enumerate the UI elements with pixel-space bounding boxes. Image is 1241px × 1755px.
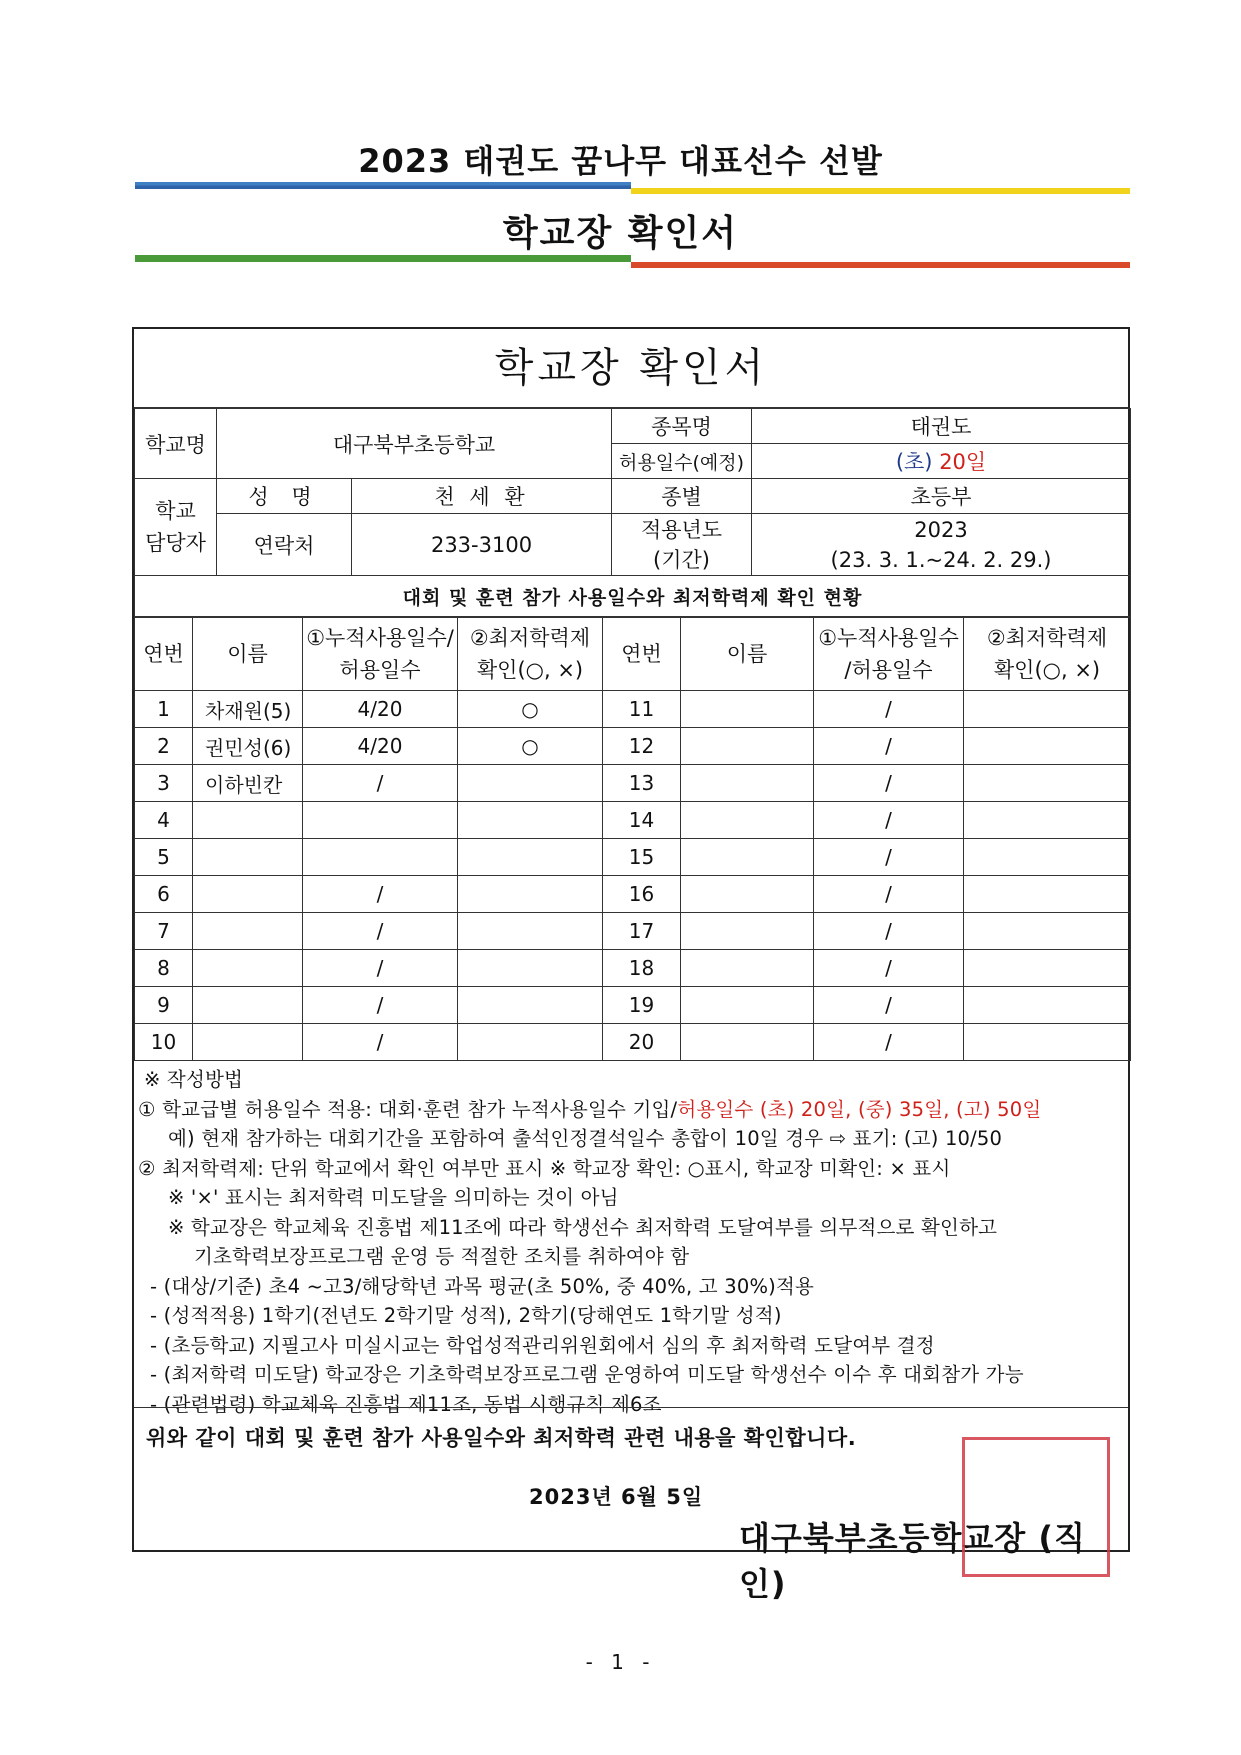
- row-days-right: /: [814, 876, 964, 913]
- row-days: [303, 839, 458, 876]
- col-check-right-1: ②최저학력제: [986, 626, 1108, 650]
- row-check-right: [964, 765, 1131, 802]
- row-days-right: /: [814, 913, 964, 950]
- year-label-1: 적용년도: [640, 517, 723, 542]
- row-days: /: [303, 876, 458, 913]
- col-days-1: ①누적사용일수/: [306, 626, 454, 650]
- row-name-right: [681, 765, 814, 802]
- note-2: ② 최저학력제: 단위 학교에서 확인 여부만 표시 ※ 학교장 확인: ○표시, 학교장 미확인: × 표시: [138, 1156, 951, 1180]
- row-no-right: 18: [603, 950, 681, 987]
- header-title: 2023 태권도 꿈나무 대표선수 선발: [358, 142, 883, 180]
- row-name: [193, 876, 303, 913]
- row-check-right: [964, 876, 1131, 913]
- name-label: 성 명: [217, 479, 352, 514]
- category-value: 초등부: [752, 479, 1131, 514]
- row-days: [303, 802, 458, 839]
- row-name-right: [681, 876, 814, 913]
- manager-label: [135, 479, 217, 576]
- col-days: [303, 618, 458, 691]
- row-check-right: [964, 950, 1131, 987]
- row-check: [458, 839, 603, 876]
- table-row: [135, 913, 1131, 950]
- table-row: [135, 987, 1131, 1024]
- row-days-right: /: [814, 765, 964, 802]
- official-seal: [962, 1437, 1110, 1577]
- row-days: /: [303, 950, 458, 987]
- col-no-right: 연번: [603, 618, 681, 691]
- manager-label-1: 학교: [155, 499, 196, 523]
- col-days-right-2: /허용일수: [844, 658, 933, 682]
- detail-1: - (대상/기준) 초4 ~고3/해당학년 과목 평균(초 50%, 중 40%, 고 30%)적용: [150, 1274, 815, 1298]
- row-name: [193, 839, 303, 876]
- col-check-right-2: 확인(○, ×): [993, 658, 1101, 682]
- row-no: 5: [135, 839, 193, 876]
- row-name: [193, 1024, 303, 1061]
- row-name-right: [681, 950, 814, 987]
- row-name: [193, 913, 303, 950]
- manager-label-2: 담당자: [145, 531, 206, 555]
- row-days: /: [303, 1024, 458, 1061]
- row-check-right: [964, 987, 1131, 1024]
- col-name-right: 이름: [681, 618, 814, 691]
- row-days-right: /: [814, 728, 964, 765]
- color-bar-green: [135, 255, 631, 262]
- contact-value: 233-3100: [352, 514, 612, 576]
- col-no: 연번: [135, 618, 193, 691]
- note-4: ※ 학교장은 학교체육 진흥법 제11조에 따라 학생선수 최저학력 도달여부를 의무적으로 확인하고: [168, 1215, 998, 1239]
- row-check: [458, 1024, 603, 1061]
- participant-table: [134, 617, 1131, 1061]
- row-days: /: [303, 987, 458, 1024]
- school-value: 대구북부초등학교: [217, 409, 612, 479]
- col-days-2: 허용일수: [339, 658, 421, 682]
- table-row: [135, 728, 1131, 765]
- detail-3: - (초등학교) 지필고사 미실시교는 학업성적관리위원회에서 심의 후 최저학력 도달여부 결정: [150, 1333, 935, 1357]
- table-row: [135, 802, 1131, 839]
- table-row: [135, 765, 1131, 802]
- row-days: /: [303, 765, 458, 802]
- year-label-2: (기간): [653, 547, 710, 572]
- signer-name: 대구북부초등학교장 (직인): [739, 1519, 1086, 1603]
- notes-section: [134, 1061, 1128, 1419]
- color-bar-yellow: [631, 188, 1130, 194]
- row-days-right: /: [814, 1024, 964, 1061]
- contact-label: 연락처: [217, 514, 352, 576]
- header-subtitle: 학교장 확인서: [502, 213, 739, 254]
- row-days-right: /: [814, 839, 964, 876]
- row-name-right: [681, 987, 814, 1024]
- row-check-right: [964, 728, 1131, 765]
- col-check-right: [964, 618, 1131, 691]
- row-no-right: 15: [603, 839, 681, 876]
- row-no: 9: [135, 987, 193, 1024]
- row-no: 4: [135, 802, 193, 839]
- row-name: [193, 987, 303, 1024]
- row-check-right: [964, 802, 1131, 839]
- note-1-example: 예) 현재 참가하는 대회기간을 포함하여 출석인정결석일수 총합이 10일 경우 ⇨ 표기: (고) 10/50: [168, 1127, 1003, 1150]
- form-title: 학교장 확인서: [134, 329, 1128, 408]
- note-4b: 기초학력보장프로그램 운영 등 적절한 조치를 취하여야 함: [194, 1245, 690, 1268]
- row-no-right: 13: [603, 765, 681, 802]
- row-days: 4/20: [303, 728, 458, 765]
- row-name-right: [681, 1024, 814, 1061]
- row-check: [458, 987, 603, 1024]
- note-1-text: ① 학교급별 허용일수 적용: 대회·훈련 참가 누적사용일수 기입/: [138, 1097, 678, 1121]
- allowed-label: 허용일수(예정): [612, 444, 752, 479]
- allowed-value-cell: [752, 444, 1131, 479]
- year-value: 2023: [914, 517, 968, 542]
- row-no: 1: [135, 691, 193, 728]
- row-check: [458, 802, 603, 839]
- row-no-right: 20: [603, 1024, 681, 1061]
- row-name-right: [681, 728, 814, 765]
- period-value: (23. 3. 1.~24. 2. 29.): [830, 547, 1052, 572]
- row-check-right: [964, 913, 1131, 950]
- confirm-date: 2023년 6월 5일: [529, 1485, 704, 1509]
- name-value: 천 세 환: [352, 479, 612, 514]
- row-days-right: /: [814, 950, 964, 987]
- detail-5: - (관련법령) 학교체육 진흥법 제11조, 동법 시행규칙 제6조: [150, 1392, 662, 1416]
- category-label: 종별: [612, 479, 752, 514]
- detail-4: - (최저학력 미도달) 학교장은 기초학력보장프로그램 운영하여 미도달 학생선수 이수 후 대회참가 가능: [150, 1363, 1024, 1386]
- table-row: [135, 1024, 1131, 1061]
- row-name: 차재원(5): [193, 691, 303, 728]
- row-days: /: [303, 913, 458, 950]
- row-check: ○: [458, 728, 603, 765]
- row-no-right: 11: [603, 691, 681, 728]
- row-days-right: /: [814, 802, 964, 839]
- row-no: 7: [135, 913, 193, 950]
- row-name: [193, 802, 303, 839]
- row-name-right: [681, 913, 814, 950]
- note-1: [138, 1095, 1120, 1125]
- row-name-right: [681, 802, 814, 839]
- table-row: [135, 839, 1131, 876]
- row-name-right: [681, 839, 814, 876]
- col-days-right-1: ①누적사용일수: [818, 626, 959, 650]
- col-days-right: [814, 618, 964, 691]
- row-check: [458, 950, 603, 987]
- notes-heading: ※ 작성방법: [144, 1068, 244, 1091]
- row-check: ○: [458, 691, 603, 728]
- row-check: [458, 876, 603, 913]
- table-row: [135, 691, 1131, 728]
- row-name: 이하빈칸: [193, 765, 303, 802]
- col-check-1: ②최저학력제: [469, 626, 591, 650]
- detail-2: - (성적적용) 1학기(전년도 2학기말 성적), 2학기(당해연도 1학기말 성적): [150, 1304, 782, 1327]
- row-no-right: 14: [603, 802, 681, 839]
- col-check: [458, 618, 603, 691]
- event-value: 태권도: [752, 409, 1131, 444]
- row-name: 권민성(6): [193, 728, 303, 765]
- row-no-right: 19: [603, 987, 681, 1024]
- allowed-value: 20일: [939, 450, 987, 474]
- table-row: [135, 876, 1131, 913]
- row-check-right: [964, 839, 1131, 876]
- table-header-row: [135, 618, 1131, 691]
- row-no-right: 16: [603, 876, 681, 913]
- row-check: [458, 913, 603, 950]
- event-label: 종목명: [612, 409, 752, 444]
- info-table: [134, 408, 1131, 617]
- year-cell: [752, 514, 1131, 576]
- section-title: 대회 및 훈련 참가 사용일수와 최저학력제 확인 현황: [135, 576, 1131, 617]
- row-no: 10: [135, 1024, 193, 1061]
- row-check: [458, 765, 603, 802]
- allowed-prefix: (초): [895, 450, 933, 474]
- row-no: 2: [135, 728, 193, 765]
- row-days: 4/20: [303, 691, 458, 728]
- page-number: - 1 -: [585, 1650, 656, 1674]
- color-bar-red: [631, 262, 1130, 268]
- divider: [134, 1407, 1128, 1408]
- confirm-statement: 위와 같이 대회 및 훈련 참가 사용일수와 최저학력 관련 내용을 확인합니다.: [146, 1426, 857, 1450]
- row-no-right: 17: [603, 913, 681, 950]
- col-name: 이름: [193, 618, 303, 691]
- row-days-right: /: [814, 691, 964, 728]
- row-check-right: [964, 1024, 1131, 1061]
- note-1-highlight: 허용일수 (초) 20일, (중) 35일, (고) 50일: [677, 1097, 1042, 1121]
- row-name: [193, 950, 303, 987]
- row-no: 3: [135, 765, 193, 802]
- col-check-2: 확인(○, ×): [476, 658, 584, 682]
- table-row: [135, 950, 1131, 987]
- table-body: [135, 691, 1131, 1061]
- year-label: [612, 514, 752, 576]
- note-3: ※ '×' 표시는 최저학력 미도달을 의미하는 것이 아님: [168, 1186, 619, 1209]
- row-days-right: /: [814, 987, 964, 1024]
- row-no: 8: [135, 950, 193, 987]
- row-check-right: [964, 691, 1131, 728]
- row-name-right: [681, 691, 814, 728]
- form-frame: [132, 327, 1130, 1603]
- row-no-right: 12: [603, 728, 681, 765]
- school-label: 학교명: [135, 409, 217, 479]
- color-bar-blue: [135, 182, 631, 189]
- row-no: 6: [135, 876, 193, 913]
